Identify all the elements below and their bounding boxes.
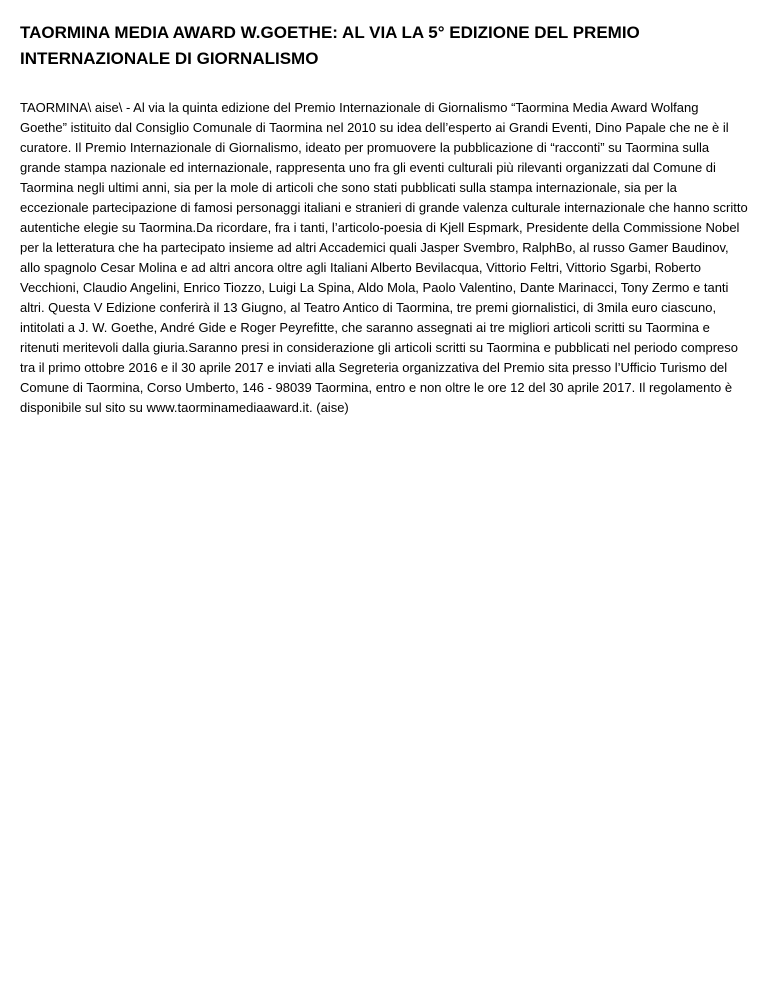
article-title: TAORMINA MEDIA AWARD W.GOETHE: AL VIA LA 5° EDIZIONE DEL PREMIO INTERNAZIONALE DI GIORNALISMO (20, 23, 640, 68)
article (20, 20, 748, 418)
article-body: TAORMINA\ aise\ - Al via la quinta edizione del Premio Internazionale di Giornalismo “Taormina Media Award Wolfang Goethe” istituito dal Consiglio Comunale di Taormina nel 2010 su idea dell’esperto ai Grandi Eventi, Dino Papale che ne è il curatore. Il Premio Internazionale di Giornalismo, ideato per promuovere la pubblicazione di “racconti” su Taormina sulla grande stampa nazionale ed internazionale, rappresenta uno fra gli eventi culturali più rilevanti organizzati dal Comune di Taormina negli ultimi anni, sia per la mole di articoli che sono stati pubblicati sulla stampa internazionale, sia per la eccezionale partecipazione di famosi personaggi italiani e stranieri di grande valenza culturale internazionale che hanno scritto autentiche elegie su Taormina.Da ricordare, fra i tanti, l’articolo-poesia di Kjell Espmark, Presidente della Commissione Nobel per la letteratura che ha partecipato insieme ad altri Accademici quali Jasper Svembro, RalphBo, al russo Gamer Baudinov, allo spagnolo Cesar Molina e ad altri ancora oltre agli Italiani Alberto Bevilacqua, Vittorio Feltri, Vittorio Sgarbi, Roberto Vecchioni, Claudio Angelini, Enrico Tiozzo, Luigi La Spina, Aldo Mola, Paolo Valentino, Dante Marinacci, Tony Zermo e tanti altri. Questa V Edizione conferirà il 13 Giugno, al Teatro Antico di Taormina, tre premi giornalistici, di 3mila euro ciascuno, intitolati a J. W. Goethe, André Gide e Roger Peyrefitte, che saranno assegnati ai tre migliori articoli scritti su Taormina e ritenuti meritevoli dalla giuria.Saranno presi in considerazione gli articoli scritti su Taormina e pubblicati nel periodo compreso tra il primo ottobre 2016 e il 30 aprile 2017 e inviati alla Segreteria organizzativa del Premio sita presso l’Ufficio Turismo del Comune di Taormina, Corso Umberto, 146 - 98039 Taormina, entro e non oltre le ore 12 del 30 aprile 2017. Il regolamento è disponibile sul sito su www.taorminamediaaward.it. (aise) (20, 100, 748, 415)
